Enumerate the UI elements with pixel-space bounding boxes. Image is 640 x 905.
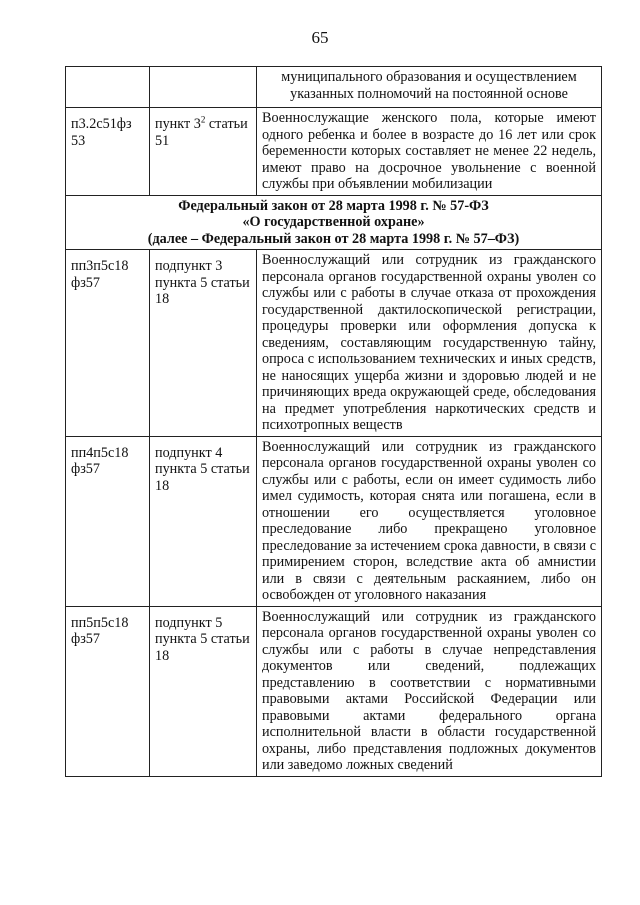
section-heading-row — [66, 195, 602, 250]
page-number: 65 — [311, 28, 329, 47]
provision-code: пп4п5с18 фз57 — [71, 444, 129, 477]
provision-reference: подпункт 3 пункта 5 статьи 18 — [155, 258, 250, 307]
text-cell: Военнослужащий или сотрудник из гражданского персонала органов государственной охраны уволен со службы или с работы, если он имеет судимость либо имел судимость, которая снята или погашена, если в отношении его осуществляется уголовное преследование либо прекращено уголовное преследование за истечением срока давности, в связи с примирением сторон, вследствие акта об амнистии или в связи с деятельным раскаянием, либо он освобожден от уголовного наказания — [257, 436, 602, 606]
text-cell: муниципального образования и осуществлением указанных полномочий на постоянной основе — [257, 67, 602, 108]
reference-cell — [150, 436, 257, 606]
provision-code: п3.2с51фз 53 — [71, 116, 132, 149]
text-cell: Военнослужащий или сотрудник из гражданского персонала органов государственной охраны уволен со службы или с работы в случае отказа от прохождения государственной дактилоскопической регистрации, процедуры проверки или оформления допуска к сведениям, составляющим государственную тайну, опроса с использованием технических и иных средств, не наносящих ущерба жизни и здоровью людей и не причиняющих вреда окружающей среде, обследования на предмет употребления наркотических средств и психотропных веществ — [257, 250, 602, 437]
text-cell: Военнослужащий или сотрудник из гражданского персонала органов государственной охраны уволен со службы или с работы в случае непредставления документов или сведений, подлежащих представлению в соответствии с нормативными правовыми актами Российской Федерации или правовыми актами федерального органа исполнительной власти в области государственной охраны, либо представления подложных документов или заведомо ложных сведений — [257, 606, 602, 776]
reference-cell — [150, 67, 257, 108]
reference-cell — [150, 108, 257, 196]
code-cell — [66, 606, 150, 776]
section-heading — [66, 195, 602, 250]
table-row — [66, 108, 602, 196]
provision-reference: подпункт 5 пункта 5 статьи 18 — [155, 614, 250, 664]
table-row-continuation — [66, 67, 602, 108]
reference-tail: статьи 51 — [155, 116, 248, 149]
provision-reference: подпункт 4 пункта 5 статьи 18 — [155, 444, 250, 494]
reference-superscript: 2 — [200, 114, 206, 125]
table-row — [66, 436, 602, 606]
section-heading-line-3: (далее – Федеральный закон от 28 марта 1998 г. № 57–ФЗ) — [147, 230, 520, 247]
reference-cell — [150, 606, 257, 776]
code-cell — [66, 436, 150, 606]
section-heading-line-2: «О государственной охране» — [242, 214, 425, 230]
code-cell — [66, 250, 150, 437]
code-cell — [66, 67, 150, 108]
law-provisions-table — [65, 66, 602, 777]
table-row — [66, 606, 602, 776]
text-cell: Военнослужащие женского пола, которые имеют одного ребенка и более в возрасте до 16 лет или срок беременности которых составляет не менее 22 недель, имеют право на досрочное увольнение с военной службы при объявлении мобилизации — [257, 108, 602, 196]
table-row — [66, 250, 602, 437]
reference-main: пункт 3 — [155, 116, 201, 132]
reference-cell — [150, 250, 257, 437]
section-heading-line-1: Федеральный закон от 28 марта 1998 г. № 57-ФЗ — [178, 197, 489, 214]
provision-reference — [155, 110, 251, 149]
code-cell — [66, 108, 150, 196]
provision-code: пп5п5с18 фз57 — [71, 614, 129, 647]
provision-code: пп3п5с18 фз57 — [71, 258, 129, 291]
